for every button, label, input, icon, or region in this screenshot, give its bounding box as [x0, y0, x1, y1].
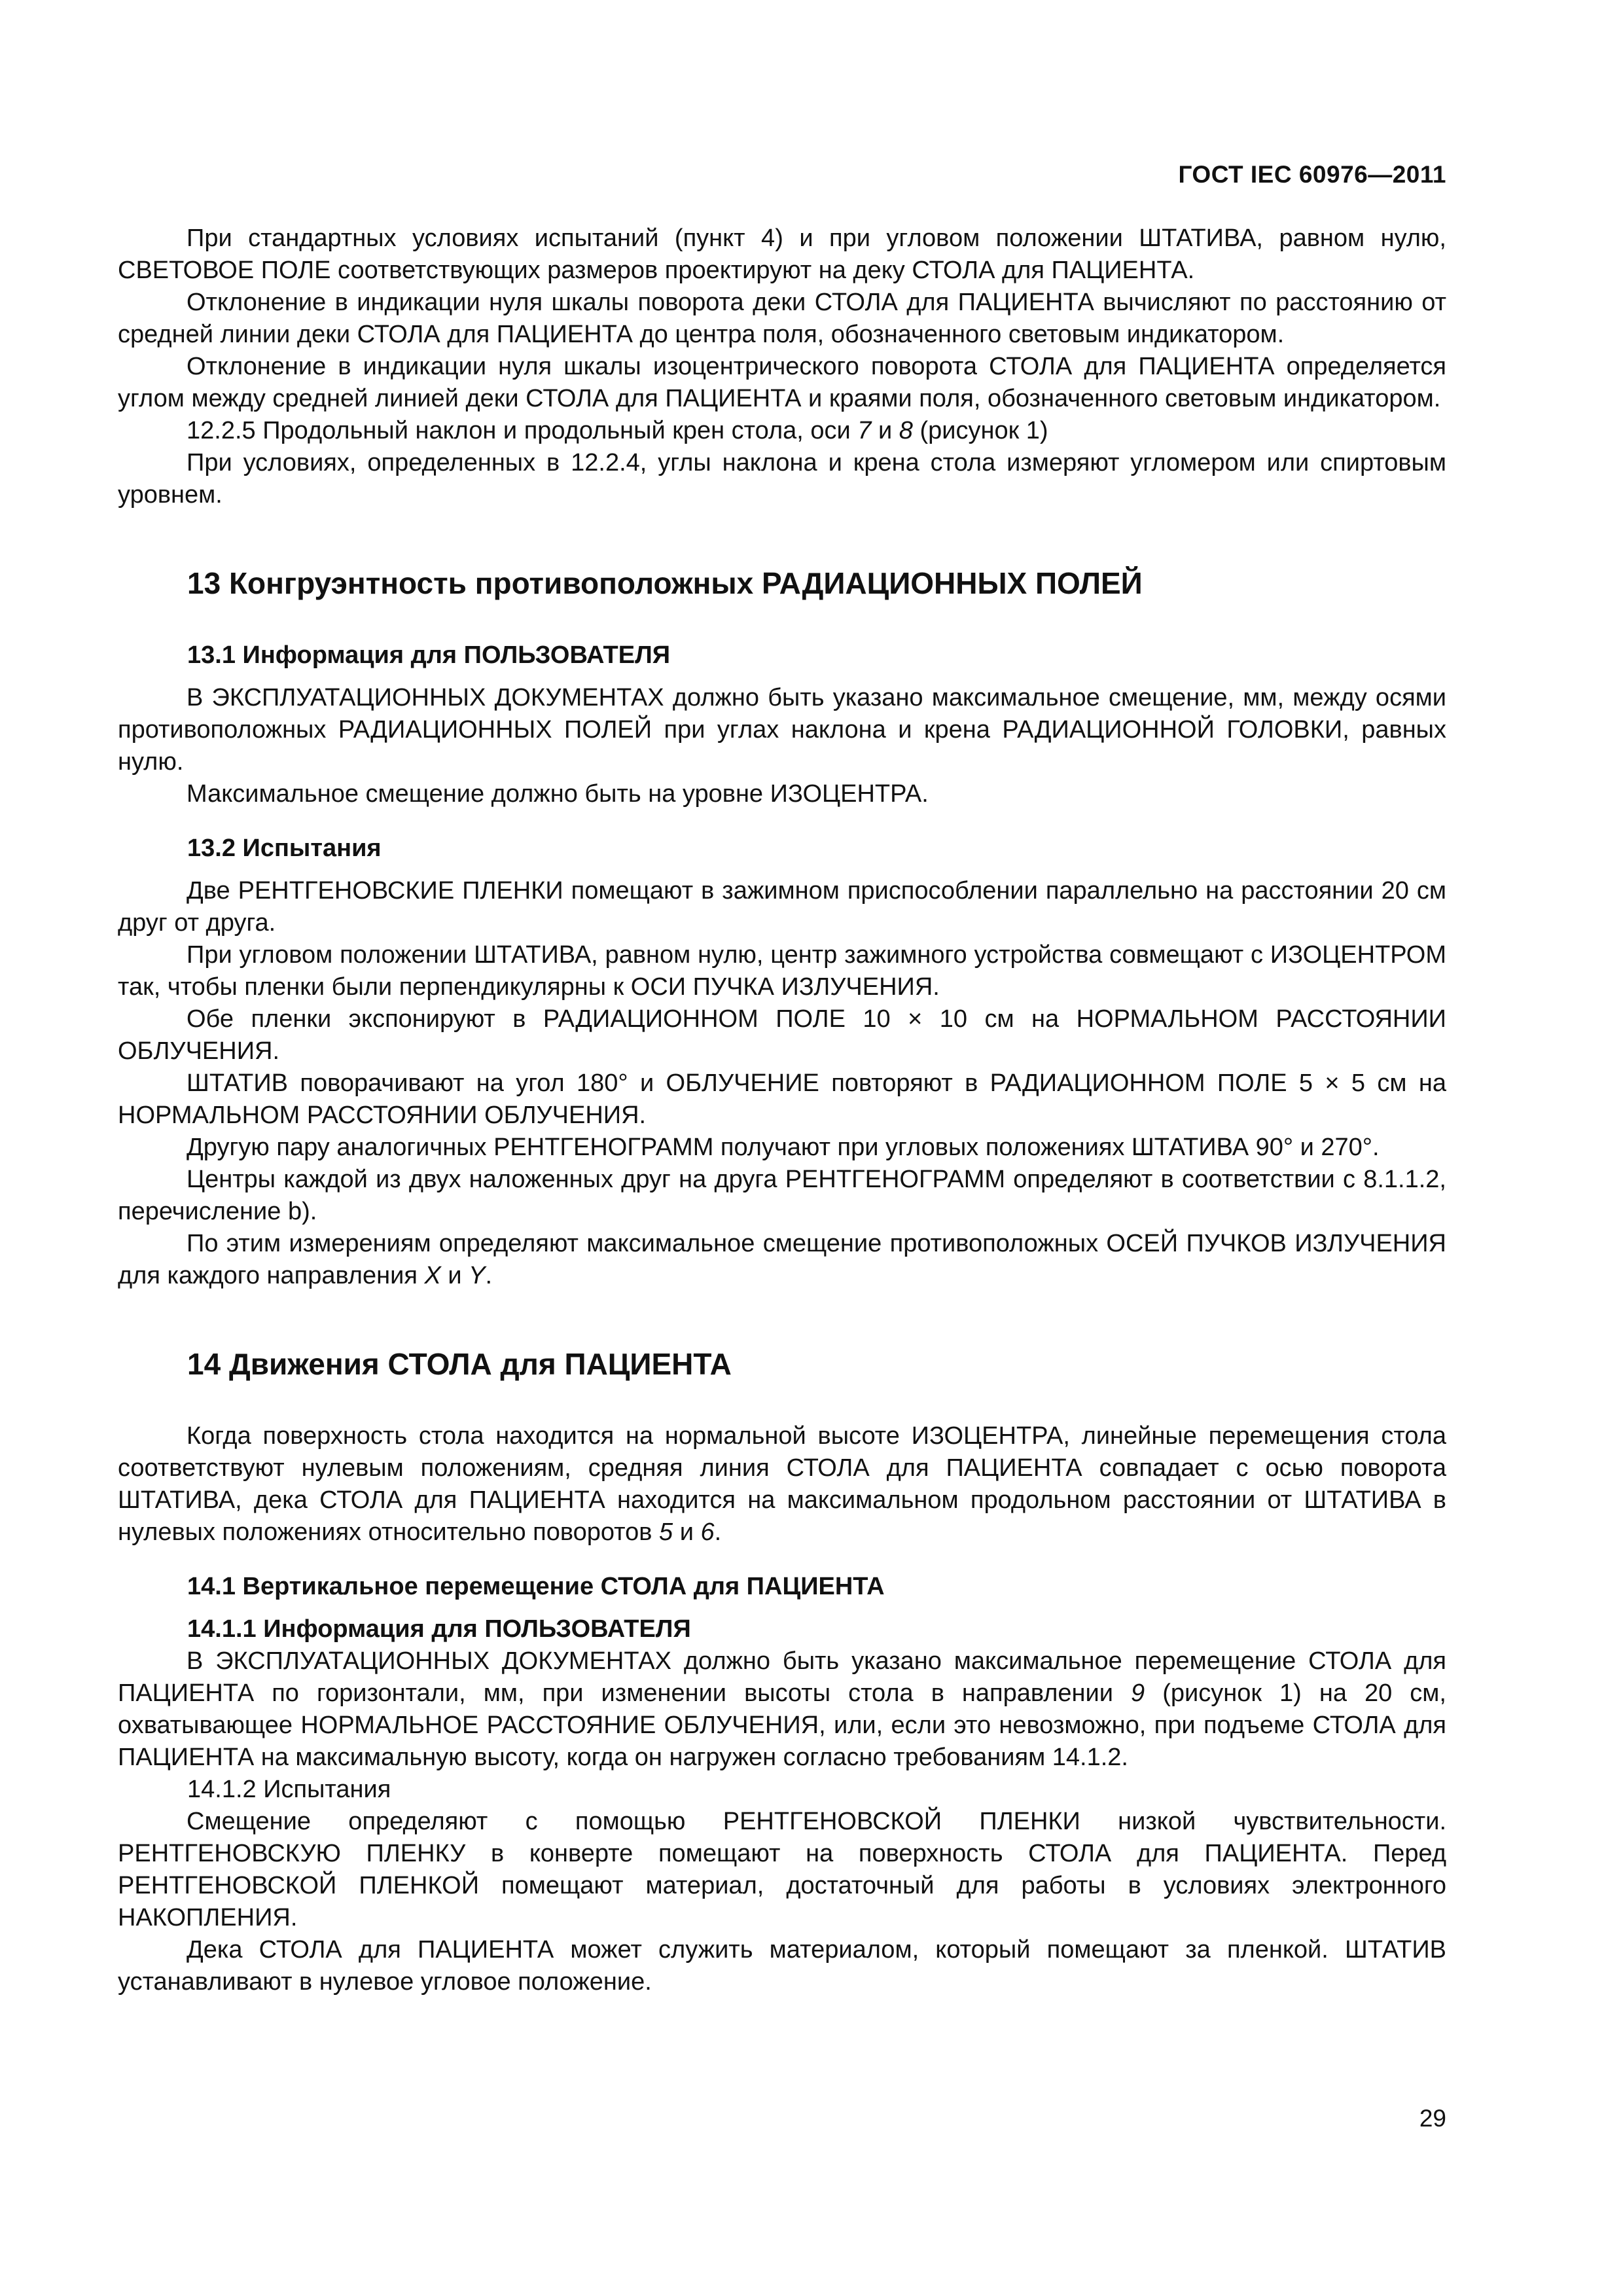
paragraph: По этим измерениям определяют максимальное смещение противоположных ОСЕЙ ПУЧКОВ ИЗЛУЧЕНИЯ для каждого направления X и Y. [118, 1230, 1446, 1289]
paragraph: При угловом положении ШТАТИВА, равном нулю, центр зажимного устройства совмещают с ИЗОЦЕНТРОМ так, чтобы пленки были перпендикулярны к ОСИ ПУЧКА ИЗЛУЧЕНИЯ. [118, 941, 1446, 1001]
section-14-1-1-heading: 14.1.1 Информация для ПОЛЬЗОВАТЕЛЯ [187, 1615, 691, 1643]
section-13-1-heading: 13.1 Информация для ПОЛЬЗОВАТЕЛЯ [187, 641, 671, 669]
clause-12-2-5: 12.2.5 Продольный наклон и продольный крен стола, оси 7 и 8 (рисунок 1) [187, 417, 1048, 444]
paragraph: Отклонение в индикации нуля шкалы изоцентрического поворота СТОЛА для ПАЦИЕНТА определяется углом между средней линией деки СТОЛА для ПАЦИЕНТА и краями поля, обозначенного световым индикатором. [118, 353, 1446, 412]
paragraph: Отклонение в индикации нуля шкалы поворота деки СТОЛА для ПАЦИЕНТА вычисляют по расстоянию от средней линии деки СТОЛА для ПАЦИЕНТА до центра поля, обозначенного световым индикатором. [118, 289, 1446, 348]
page-body [118, 223, 1446, 1998]
document-id-header: ГОСТ IEC 60976—2011 [1178, 161, 1446, 188]
page-number: 29 [1419, 2105, 1446, 2132]
paragraph: В ЭКСПЛУАТАЦИОННЫХ ДОКУМЕНТАХ должно быть указано максимальное перемещение СТОЛА для ПАЦИЕНТА по горизонтали, мм, при изменении высоты стола в направлении 9 (рисунок 1) на 20 см, охватывающее НОРМАЛЬНОЕ РАССТОЯНИЕ ОБЛУЧЕНИЯ, или, если это невозможно, при подъеме СТОЛА для ПАЦИЕНТА на максимальную высоту, когда он нагружен согласно требованиям 14.1.2. [118, 1647, 1446, 1771]
paragraph: В ЭКСПЛУАТАЦИОННЫХ ДОКУМЕНТАХ должно быть указано максимальное смещение, мм, между осями противоположных РАДИАЦИОННЫХ ПОЛЕЙ при углах наклона и крена РАДИАЦИОННОЙ ГОЛОВКИ, равных нулю. [118, 684, 1446, 776]
section-13-2-heading: 13.2 Испытания [187, 834, 382, 862]
paragraph: Дека СТОЛА для ПАЦИЕНТА может служить материалом, который помещают за пленкой. ШТАТИВ устанавливают в нулевое угловое положение. [118, 1936, 1446, 1996]
paragraph: Другую пару аналогичных РЕНТГЕНОГРАММ получают при угловых положениях ШТАТИВА 90° и 270°. [187, 1134, 1380, 1161]
section-14-1-heading: 14.1 Вертикальное перемещение СТОЛА для ПАЦИЕНТА [187, 1573, 885, 1600]
section-13-heading: 13 Конгруэнтность противоположных РАДИАЦИОННЫХ ПОЛЕЙ [187, 566, 1143, 600]
section-14-1-2-heading: 14.1.2 Испытания [187, 1776, 391, 1803]
paragraph: Смещение определяют с помощью РЕНТГЕНОВСКОЙ ПЛЕНКИ низкой чувствительности. РЕНТГЕНОВСКУЮ ПЛЕНКУ в конверте помещают на поверхность СТОЛА для ПАЦИЕНТА. Перед РЕНТГЕНОВСКОЙ ПЛЕНКОЙ помещают материал, достаточный для работы в условиях электронного НАКОПЛЕНИЯ. [118, 1808, 1446, 1931]
paragraph: Центры каждой из двух наложенных друг на друга РЕНТГЕНОГРАММ определяют в соответствии с 8.1.1.2, перечисление b). [118, 1166, 1446, 1225]
paragraph: Две РЕНТГЕНОВСКИЕ ПЛЕНКИ помещают в зажимном приспособлении параллельно на расстоянии 20 см друг от друга. [118, 877, 1446, 937]
paragraph: При условиях, определенных в 12.2.4, углы наклона и крена стола измеряют угломером или спиртовым уровнем. [118, 449, 1446, 509]
section-14-heading: 14 Движения СТОЛА для ПАЦИЕНТА [187, 1347, 732, 1381]
paragraph: ШТАТИВ поворачивают на угол 180° и ОБЛУЧЕНИЕ повторяют в РАДИАЦИОННОМ ПОЛЕ 5 × 5 см на НОРМАЛЬНОМ РАССТОЯНИИ ОБЛУЧЕНИЯ. [118, 1069, 1446, 1129]
paragraph: При стандартных условиях испытаний (пункт 4) и при угловом положении ШТАТИВА, равном нулю, СВЕТОВОЕ ПОЛЕ соответствующих размеров проектируют на деку СТОЛА для ПАЦИЕНТА. [118, 224, 1446, 284]
paragraph: Когда поверхность стола находится на нормальной высоте ИЗОЦЕНТРА, линейные перемещения стола соответствуют нулевым положениям, средняя линия СТОЛА для ПАЦИЕНТА совпадает с осью поворота ШТАТИВА, дека СТОЛА для ПАЦИЕНТА находится на максимальном продольном расстоянии от ШТАТИВА в нулевых положениях относительно поворотов 5 и 6. [118, 1422, 1446, 1546]
paragraph: Максимальное смещение должно быть на уровне ИЗОЦЕНТРА. [187, 780, 929, 808]
paragraph: Обе пленки экспонируют в РАДИАЦИОННОМ ПОЛЕ 10 × 10 см на НОРМАЛЬНОМ РАССТОЯНИИ ОБЛУЧЕНИЯ. [118, 1005, 1446, 1065]
